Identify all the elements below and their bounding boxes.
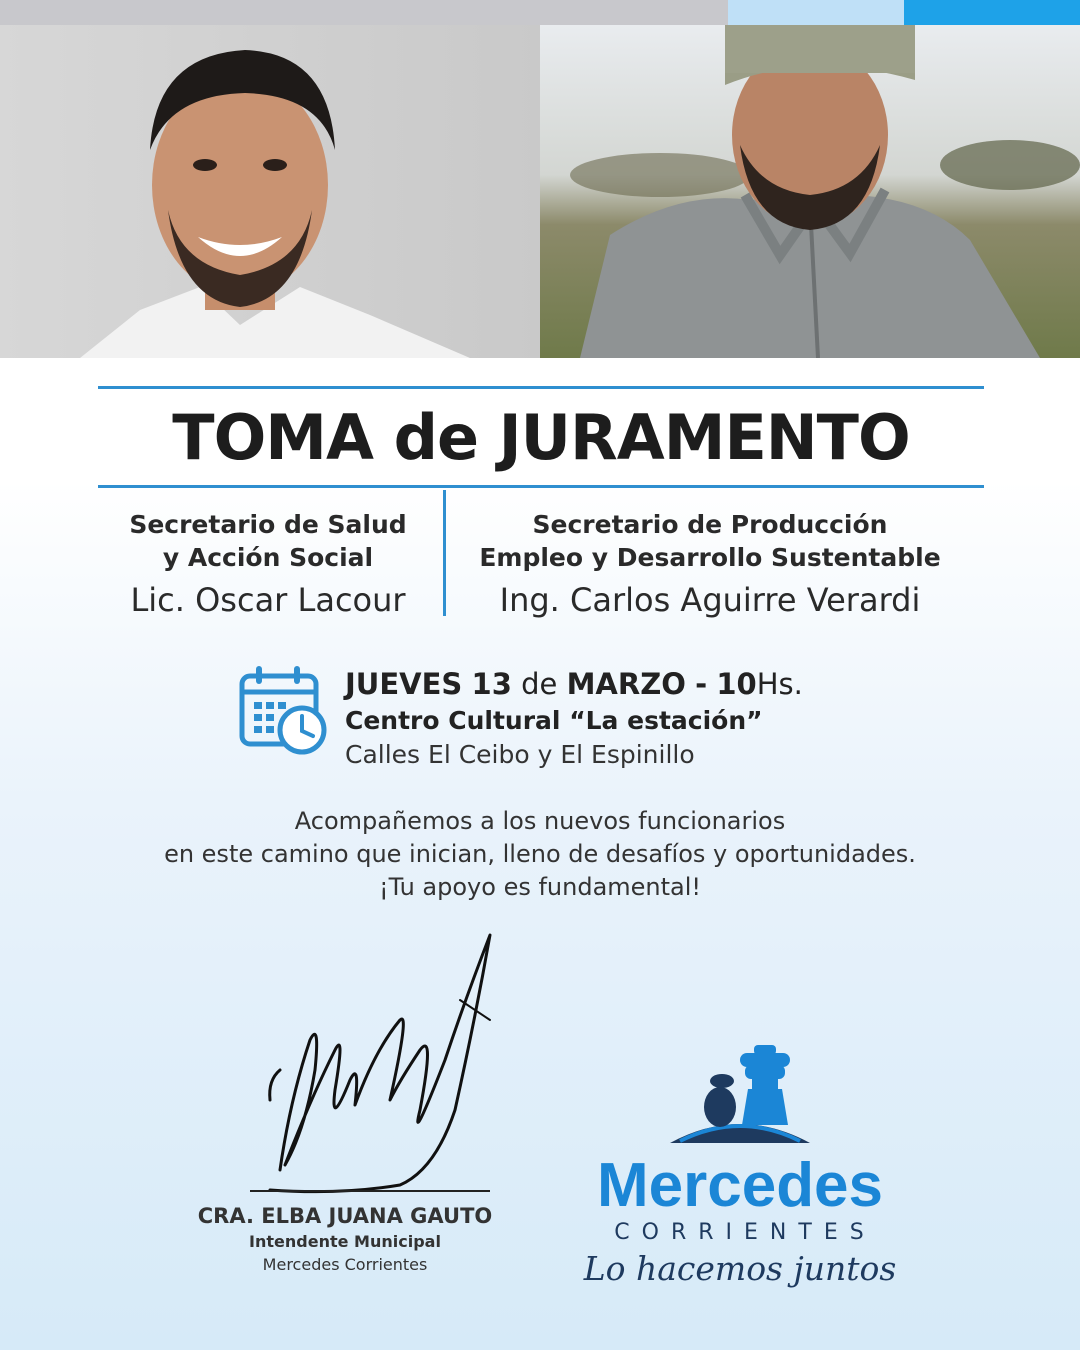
event-dash: - <box>695 667 708 701</box>
signature-line <box>250 1190 490 1192</box>
event-title <box>98 398 984 478</box>
event-de: de <box>521 667 558 701</box>
official-right-name: Ing. Carlos Aguirre Verardi <box>499 581 921 619</box>
official-left-name: Lic. Oscar Lacour <box>130 581 406 619</box>
event-hour-suffix: Hs. <box>756 667 803 701</box>
message-line-3: ¡Tu apoyo es fundamental! <box>378 873 702 901</box>
event-details <box>345 664 803 772</box>
logo-brand: Mercedes <box>596 1151 884 1220</box>
title-top-rule <box>98 386 984 389</box>
top-color-bar <box>0 0 1080 25</box>
logo-slogan: Lo hacemos juntos <box>583 1249 897 1288</box>
official-right-role-line2: Empleo y Desarrollo Sustentable <box>479 543 941 572</box>
mercedes-logo <box>570 1045 910 1291</box>
signer-name: CRA. ELBA JUANA GAUTO <box>197 1204 493 1228</box>
top-bar-gray-segment <box>0 0 728 25</box>
mercedes-emblem-icon <box>660 1045 820 1145</box>
official-left-role-line2: y Acción Social <box>162 543 374 572</box>
event-date-number: 13 <box>471 667 512 701</box>
photo-left <box>0 25 540 358</box>
calendar-clock-icon <box>238 664 330 760</box>
title-bottom-rule <box>98 485 984 488</box>
event-place: Centro Cultural “La estación” <box>345 706 763 735</box>
event-day: JUEVES <box>345 667 463 701</box>
title-part-2: de <box>393 401 479 474</box>
message-line-2: en este camino que inician, lleno de desafíos y oportunidades. <box>164 840 916 868</box>
official-left-role-line1: Secretario de Salud <box>129 510 407 539</box>
event-hour: 10 <box>716 667 757 701</box>
logo-city: CORRIENTES <box>614 1220 876 1245</box>
officials-divider <box>443 490 446 616</box>
top-bar-light-segment <box>728 0 904 25</box>
title-part-1: TOMA <box>172 401 373 474</box>
event-address: Calles El Ceibo y El Espinillo <box>345 740 695 769</box>
photo-right <box>540 25 1080 358</box>
signer-city: Mercedes Corrientes <box>262 1255 428 1274</box>
message-line-1: Acompañemos a los nuevos funcionarios <box>294 807 786 835</box>
event-month: MARZO <box>566 667 686 701</box>
event-datetime <box>345 664 803 704</box>
top-bar-blue-segment <box>904 0 1080 25</box>
signer-block <box>180 1202 510 1276</box>
official-right <box>450 508 970 622</box>
invitation-message <box>0 805 1080 904</box>
title-part-3: JURAMENTO <box>498 401 910 474</box>
handwritten-signature <box>250 930 510 1204</box>
signer-title: Intendente Municipal <box>249 1232 441 1251</box>
official-right-role-line1: Secretario de Producción <box>532 510 888 539</box>
official-left <box>98 508 438 622</box>
